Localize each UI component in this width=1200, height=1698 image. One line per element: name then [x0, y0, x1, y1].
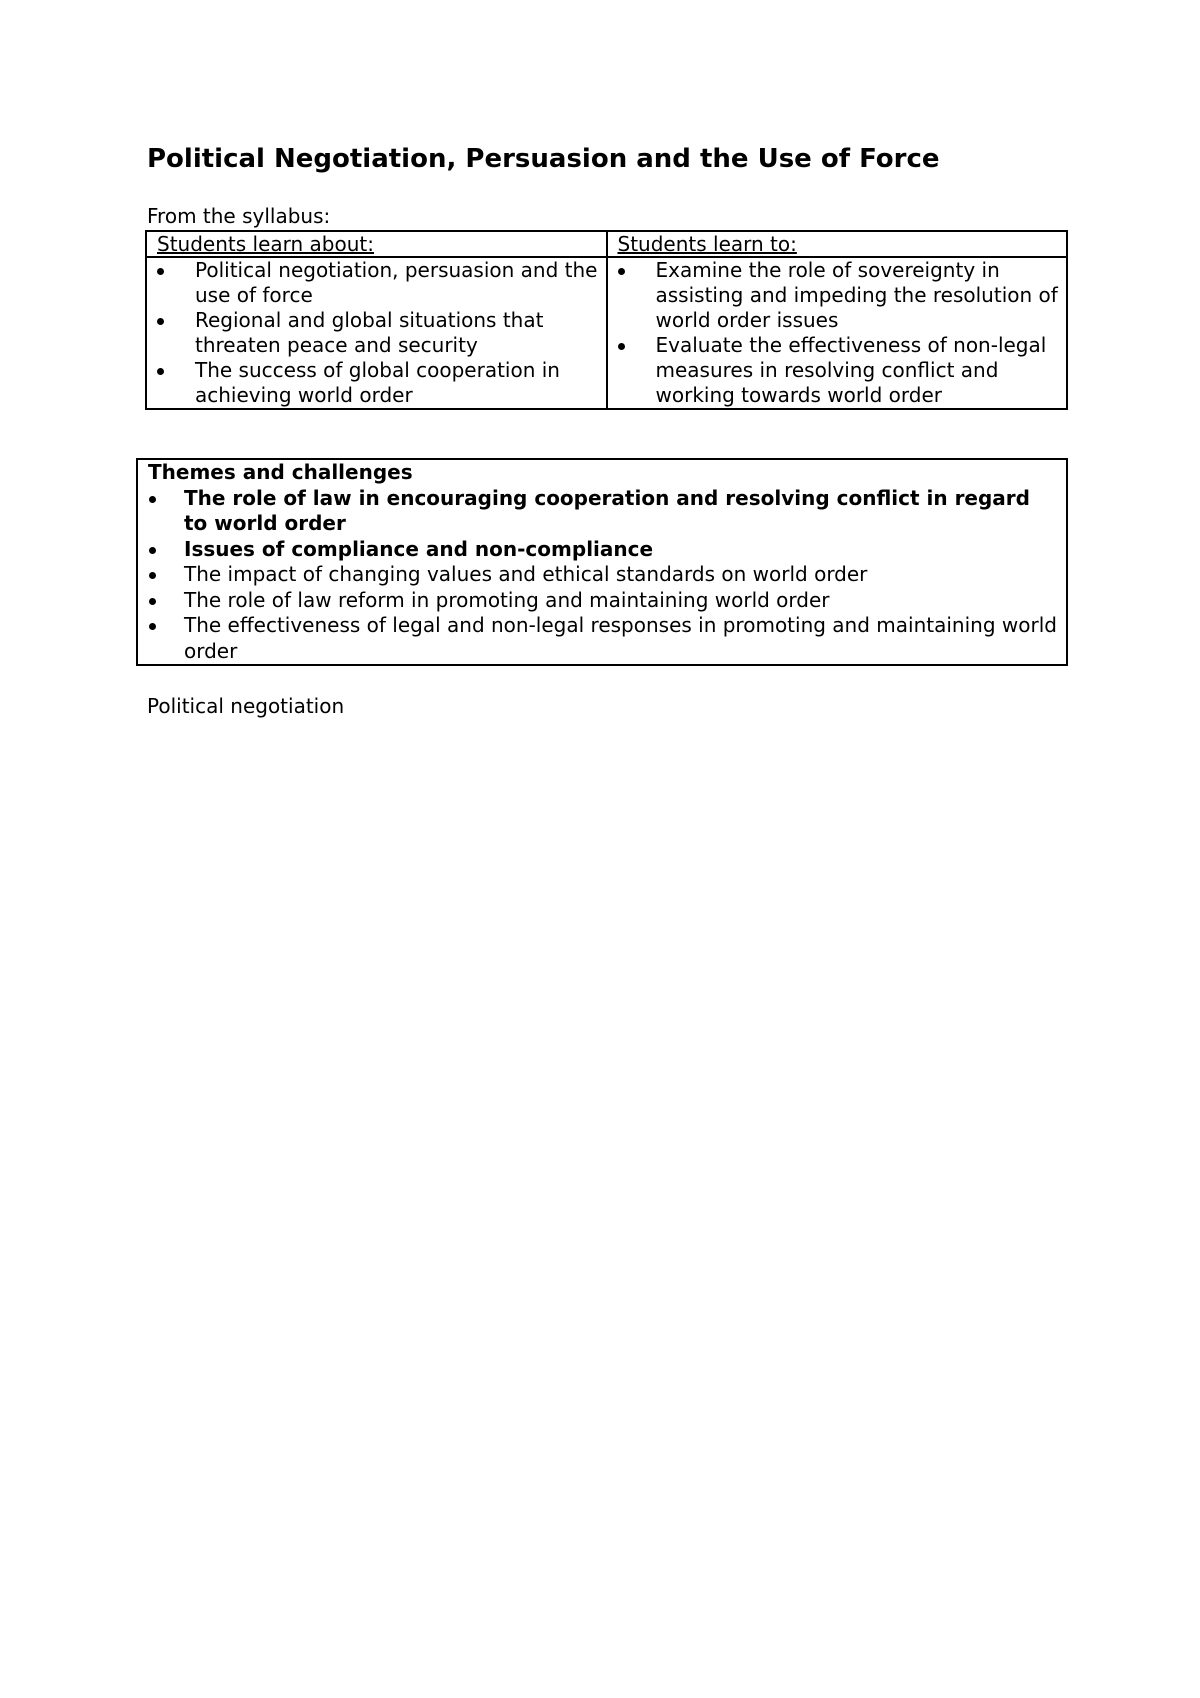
list-item-text: Evaluate the effectiveness of non-legal measures in resolving conflict and working towards world order	[655, 333, 1047, 407]
syllabus-header-row	[146, 231, 1067, 257]
list-item	[618, 258, 1067, 333]
list-item	[157, 308, 606, 358]
bullet-icon	[157, 368, 164, 375]
bullet-icon	[157, 318, 164, 325]
list-item	[148, 613, 1062, 664]
list-item	[148, 537, 1062, 563]
learn-about-cell	[146, 257, 607, 409]
list-item-text: The impact of changing values and ethical standards on world order	[184, 562, 868, 586]
bullet-icon	[149, 547, 156, 554]
bullet-icon	[149, 572, 156, 579]
bullet-icon	[149, 496, 156, 503]
list-item-text: The role of law in encouraging cooperation and resolving conflict in regard to world order	[184, 485, 1030, 535]
list-item-text: Examine the role of sovereignty in assisting and impeding the resolution of world order issues	[655, 258, 1058, 332]
syllabus-content-row	[146, 257, 1067, 409]
list-item-text: Issues of compliance and non-compliance	[184, 536, 654, 561]
list-item	[157, 258, 606, 308]
learn-about-list	[157, 258, 606, 408]
themes-box	[136, 458, 1068, 666]
learn-to-list	[618, 258, 1067, 408]
page-title: Political Negotiation, Persuasion and the Use of Force	[147, 144, 940, 174]
themes-title: Themes and challenges	[148, 460, 413, 484]
list-item-text: Regional and global situations that threaten peace and security	[195, 308, 544, 357]
learn-to-header: Students learn to:	[607, 231, 1068, 257]
syllabus-intro: From the syllabus:	[147, 204, 331, 228]
themes-list	[148, 486, 1062, 665]
bullet-icon	[149, 623, 156, 630]
list-item	[148, 562, 1062, 588]
list-item	[148, 588, 1062, 614]
learn-about-header: Students learn about:	[146, 231, 607, 257]
bullet-icon	[618, 343, 625, 350]
list-item-text: The effectiveness of legal and non-legal responses in promoting and maintaining world order	[184, 613, 1057, 663]
list-item	[157, 358, 606, 408]
bullet-icon	[157, 268, 164, 275]
learn-to-cell	[607, 257, 1068, 409]
list-item-text: The success of global cooperation in achieving world order	[195, 358, 560, 407]
bullet-icon	[618, 268, 625, 275]
list-item	[618, 333, 1067, 408]
list-item-text: Political negotiation, persuasion and the use of force	[195, 258, 598, 307]
bullet-icon	[149, 598, 156, 605]
section-heading: Political negotiation	[147, 694, 345, 718]
list-item-text: The role of law reform in promoting and maintaining world order	[184, 587, 830, 612]
list-item	[148, 486, 1062, 537]
syllabus-table	[145, 230, 1068, 410]
